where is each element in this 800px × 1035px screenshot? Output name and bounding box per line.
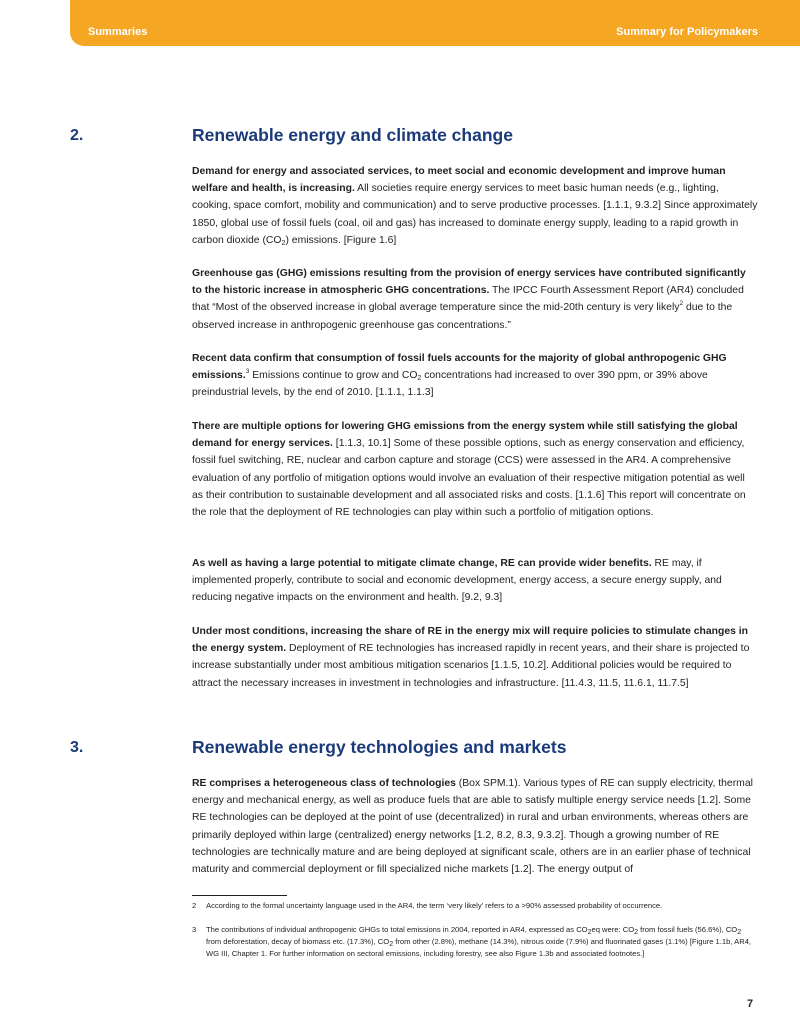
footnote-text: According to the formal uncertainty language used in the AR4, the term ‘very likely’ refers to a >90% assessed probability of occurrence. bbox=[206, 901, 663, 910]
footnote-ref-2[interactable]: 2 bbox=[679, 300, 684, 308]
section-2-paragraph-4: There are multiple options for lowering GHG emissions from the energy system while still satisfying the global demand for energy services. [1.1.3, 10.1] Some of these possible options, such as energy conservation and efficiency, fossil fuel switching, RE, nuclear and carbon capture and storage (CCS) were assessed in the AR4. A comprehensive evaluation of any portfolio of mitigation options would involve an evaluation of their respective mitigation potential as well as their contribution to sustainable development and all associated risks and costs. [1.1.6] This report will concentrate on the role that the deployment of RE technologies can play within such a portfolio of mitigation options. bbox=[192, 421, 746, 519]
footnote-divider bbox=[192, 895, 287, 896]
footnote-ref-3[interactable]: 3 bbox=[245, 368, 250, 376]
header-document-label: Summary for Policymakers bbox=[616, 26, 758, 38]
lead-text: Recent data confirm that consumption of fossil fuels accounts for the majority of global anthropogenic GHG emissions. bbox=[192, 353, 727, 382]
header-bar bbox=[70, 0, 800, 46]
section-2-paragraph-6: Under most conditions, increasing the share of RE in the energy mix will require policies to stimulate changes in the energy system. Deployment of RE technologies has increased rapidly in recent years, and their share is projected to increase substantially under most ambitious mitigation scenarios [1.1.5, 10.2]. Additional policies would be required to attract the necessary increases in investment in technologies and infrastructure. [11.4.3, 11.5, 11.6.1, 11.7.5] bbox=[192, 626, 750, 689]
lead-text: As well as having a large potential to mitigate climate change, RE can provide wider benefits. bbox=[192, 558, 652, 569]
header-section-label: Summaries bbox=[88, 26, 148, 38]
footnote-number: 2 bbox=[192, 901, 197, 910]
section-2-paragraph-5: As well as having a large potential to mitigate climate change, RE can provide wider benefits. RE may, if implemented properly, contribute to social and economic development, energy access, a secure energy supply, and reducing negative impacts on the environment and health. [9.2, 9.3] bbox=[192, 558, 722, 604]
footnote-3 bbox=[192, 924, 758, 960]
section-3-paragraph-1: RE comprises a heterogeneous class of technologies (Box SPM.1). Various types of RE can supply electricity, thermal energy and mechanical energy, as well as produce fuels that are able to satisfy multiple energy service needs [1.2]. Some RE technologies can be deployed at the point of use (decentralized) in rural and urban environments, whereas others are primarily deployed within large (centralized) energy networks [1.2, 8.2, 8.3, 9.3.2]. Though a growing number of RE technologies are technically mature and are being deployed at significant scale, others are in an earlier phase of technical maturity and commercial deployment or fill specialized niche markets [1.2]. The energy output of bbox=[192, 778, 753, 876]
footnote-2 bbox=[192, 900, 758, 912]
section-2-number: 2. bbox=[70, 127, 84, 144]
footnote-number: 3 bbox=[192, 925, 197, 934]
section-2-paragraph-3: Recent data confirm that consumption of fossil fuels accounts for the majority of global anthropogenic GHG emissions.$^3$ Emissions continue to grow and $CO_2$ concentrations had increased to over 390 ppm, or 39% above preindustrial levels, by the end of 2010. [1.1.1, 1.1.3] bbox=[192, 353, 727, 399]
lead-text: There are multiple options for lowering GHG emissions from the energy system while still satisfying the global demand for energy services. bbox=[192, 421, 738, 450]
section-2-paragraph-1: Demand for energy and associated services, to meet social and economic development and improve human welfare and health, is increasing. All societies require energy services to meet basic human needs (e.g., lighting, cooking, space comfort, mobility and communication) and to serve productive processes. [1.1.1, 9.3.2] Since approximately 1850, global use of fossil fuels (coal, oil and gas) has increased to dominate energy supply, leading to a rapid growth in carbon dioxide $(CO_2)$ emissions. [Figure 1.6] bbox=[192, 166, 758, 247]
lead-text: Greenhouse gas (GHG) emissions resulting from the provision of energy services have contributed significantly to the historic increase in atmospheric GHG concentrations. bbox=[192, 268, 746, 297]
section-3-title: Renewable energy technologies and markets bbox=[192, 737, 567, 757]
section-3-number: 3. bbox=[70, 739, 84, 756]
footnote-text: The contributions of individual anthropogenic GHGs to total emissions in 2004, reported in AR4, expressed as $CO_2eq$ were: $CO_2$ from fossil fuels (56.6%), $CO_2$ from deforestation, decay of biomass etc. (17.3%), $CO_2$ from other (2.8%), methane (14.3%), nitrous oxide (7.9%) and fluorinated gases (1.1%) [Figure 1.1b, AR4, WG III, Chapter 1. For further information on sectoral emissions, including forestry, see also Figure 1.3b and associated footnotes.] bbox=[206, 925, 752, 958]
lead-text: RE comprises a heterogeneous class of technologies bbox=[192, 778, 456, 789]
page-number: 7 bbox=[747, 998, 754, 1010]
section-2-paragraph-2: Greenhouse gas (GHG) emissions resulting from the provision of energy services have contributed significantly to the historic increase in atmospheric GHG concentrations. The IPCC Fourth Assessment Report (AR4) concluded that “Most of the observed increase in global average temperature since the mid-20th century is very likely$^2$ due to the observed increase in anthropogenic greenhouse gas concentrations.” bbox=[192, 268, 746, 331]
lead-text: Demand for energy and associated services, to meet social and economic development and improve human welfare and health, is increasing. bbox=[192, 166, 726, 195]
section-2-title: Renewable energy and climate change bbox=[192, 125, 513, 145]
lead-text: Under most conditions, increasing the share of RE in the energy mix will require policies to stimulate changes in the energy system. bbox=[192, 626, 749, 655]
